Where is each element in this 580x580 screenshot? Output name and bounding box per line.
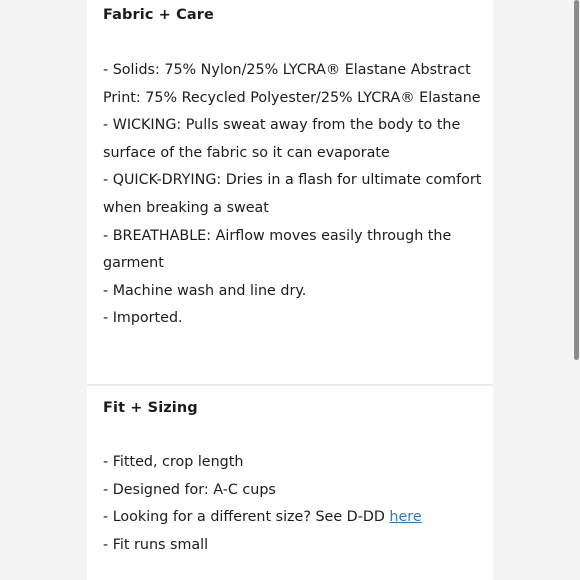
list-item: - Fit runs small — [103, 536, 209, 553]
size-guide-text: - Looking for a different size? See D-DD — [103, 509, 390, 526]
scrollbar-thumb[interactable] — [574, 0, 579, 360]
list-item: - QUICK-DRYING: Dries in a flash for ultimate comfort when breaking a sweat — [103, 172, 482, 216]
list-item: - Machine wash and line dry. — [103, 282, 307, 299]
fit-sizing-section — [87, 386, 493, 580]
size-guide-link[interactable]: here — [389, 509, 422, 526]
list-item-size-guide — [103, 504, 489, 532]
list-item: - WICKING: Pulls sweat away from the body to the surface of the fabric so it can evaporate — [103, 117, 461, 161]
list-item: - Imported. — [103, 310, 183, 327]
list-item: - Solids: 75% Nylon/25% LYCRA® Elastane Abstract Print: 75% Recycled Polyester/25% LYCRA® Elastane — [103, 62, 481, 106]
product-details-panel — [87, 0, 493, 580]
list-item: - Fitted, crop length — [103, 454, 244, 470]
list-item: - Designed for: A-C cups — [103, 481, 276, 498]
fit-sizing-list — [103, 449, 489, 559]
fabric-care-heading: Fabric + Care — [103, 7, 214, 23]
list-item: - BREATHABLE: Airflow moves easily through the garment — [103, 227, 452, 272]
fit-sizing-heading: Fit + Sizing — [103, 400, 198, 416]
fabric-care-section — [87, 0, 493, 384]
fabric-care-list — [103, 57, 489, 333]
